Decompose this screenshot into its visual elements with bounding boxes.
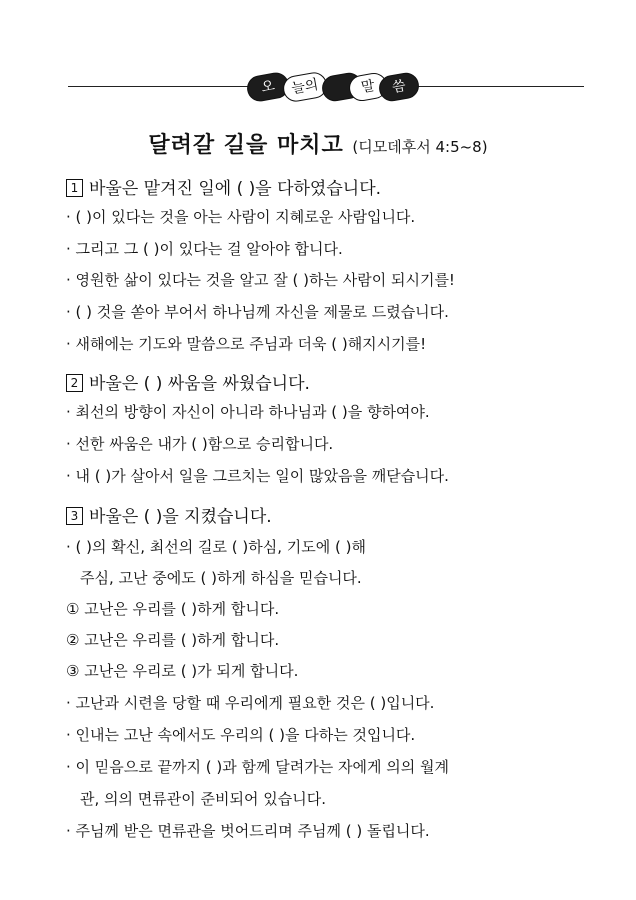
list-item: · 이 믿음으로 끝까지 ( )과 함께 달려가는 자에게 의의 월계 <box>66 758 449 776</box>
list-item: · 고난과 시련을 당할 때 우리에게 필요한 것은 ( )입니다. <box>66 694 435 712</box>
scripture-reference: (디모데후서 4:5~8) <box>352 138 488 156</box>
section-number: 1 <box>66 179 83 197</box>
list-item: · ( )의 확신, 최선의 길로 ( )하심, 기도에 ( )해 <box>66 538 366 556</box>
list-item: · ( )이 있다는 것을 아는 사람이 지혜로운 사람입니다. <box>66 208 416 226</box>
list-item: ③ 고난은 우리로 ( )가 되게 합니다. <box>66 662 299 680</box>
list-item: · 그리고 그 ( )이 있다는 걸 알아야 합니다. <box>66 240 343 258</box>
list-item: ① 고난은 우리를 ( )하게 합니다. <box>66 600 280 618</box>
section-number: 3 <box>66 507 83 525</box>
list-item: · 영원한 삶이 있다는 것을 알고 잘 ( )하는 사람이 되시기를! <box>66 271 455 289</box>
section-heading-text: 바울은 맡겨진 일에 ( )을 다하였습니다. <box>89 179 382 199</box>
section-2-heading <box>66 369 310 394</box>
section-number: 2 <box>66 374 83 392</box>
section-heading-text: 바울은 ( )을 지켰습니다. <box>89 507 272 527</box>
header-pill-4: 말 <box>347 71 389 103</box>
list-item: · 주님께 받은 면류관을 벗어드리며 주님께 ( ) 돌립니다. <box>66 822 430 840</box>
list-item: ② 고난은 우리를 ( )하게 합니다. <box>66 631 280 649</box>
header-pill-1: 오 <box>245 71 291 104</box>
list-item: · ( ) 것을 쏟아 부어서 하나님께 자신을 제물로 드렸습니다. <box>66 303 449 321</box>
list-item: · 인내는 고난 속에서도 우리의 ( )을 다하는 것입니다. <box>66 726 416 744</box>
list-item: · 새해에는 기도와 말씀으로 주님과 더욱 ( )해지시기를! <box>66 335 427 353</box>
list-item-continuation: 관, 의의 면류관이 준비되어 있습니다. <box>80 790 326 808</box>
sermon-title-main: 달려갈 길을 마치고 <box>148 133 344 158</box>
list-item: · 선한 싸움은 내가 ( )함으로 승리합니다. <box>66 435 334 453</box>
list-item: · 최선의 방향이 자신이 아니라 하나님과 ( )을 향하여야. <box>66 403 430 421</box>
header-banner <box>0 58 636 118</box>
list-item-continuation: 주심, 고난 중에도 ( )하게 하심을 믿습니다. <box>80 569 362 587</box>
section-1-heading <box>66 174 381 199</box>
list-item: · 내 ( )가 살아서 일을 그르치는 일이 많았음을 깨닫습니다. <box>66 467 449 485</box>
header-pill-2: 늘의 <box>281 70 329 103</box>
section-3-heading <box>66 502 272 527</box>
section-heading-text: 바울은 ( ) 싸움을 싸웠습니다. <box>89 374 310 394</box>
sermon-title <box>0 128 636 159</box>
header-pill-5: 씀 <box>377 71 421 104</box>
